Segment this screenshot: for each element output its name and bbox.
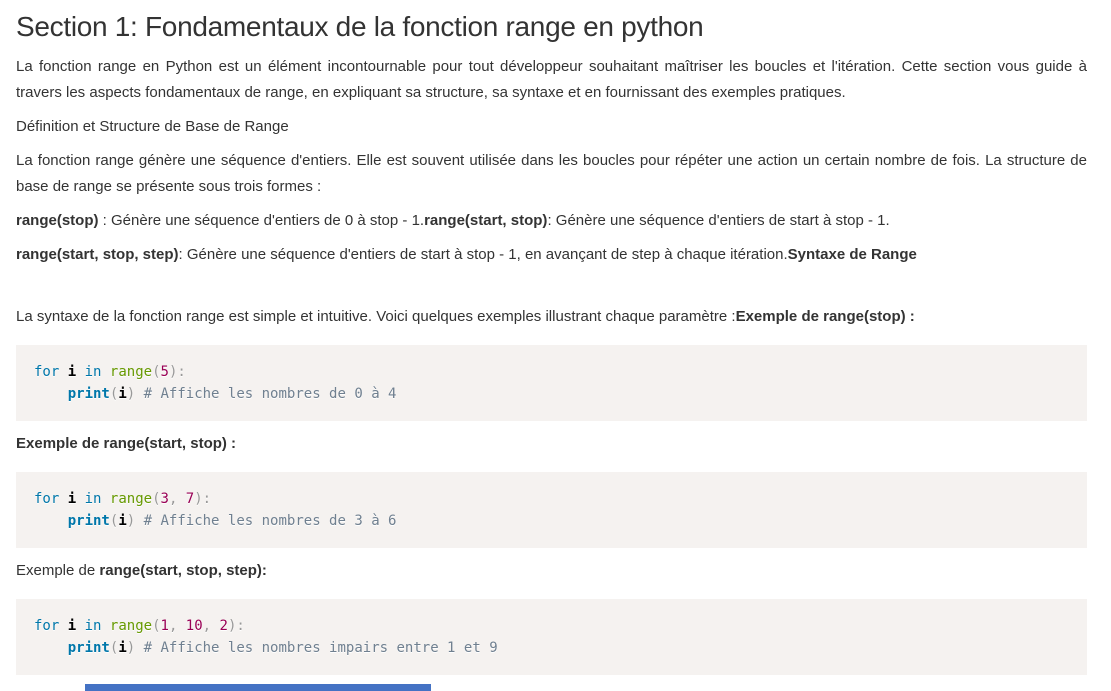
code-block-range-stop [16,345,1087,421]
structure-paragraph: La fonction range génère une séquence d'entiers. Elle est souvent utilisée dans les boucles pour répéter une action un certain nombre de fois. La structure de base de range se présente sous trois formes : [16,152,1087,195]
example-start-stop-heading: Exemple de range(start, stop) : [16,435,237,452]
syntax-intro-paragraph: La syntaxe de la fonction range est simple et intuitive. Voici quelques exemples illustrant chaque paramètre :Exemple de range(stop) : [16,308,915,325]
intro-paragraph: La fonction range en Python est un élément incontournable pour tout développeur souhaitant maîtriser les boucles et l'itération. Cette section vous guide à travers les aspects fondamentaux de range, en expliquant sa structure, sa syntaxe et en fournissant des exemples pratiques. [16,58,1087,101]
code-range-start-stop: for i in range(3, 7): print(i) # Affiche les nombres de 3 à 6 [34,491,397,529]
forms-paragraph-step: range(start, stop, step): Génère une séquence d'entiers de start à stop - 1, en avançant de step à chaque itération.Syntaxe de Range [16,246,917,263]
page-title: Section 1: Fondamentaux de la fonction range en python [16,11,704,42]
definition-heading: Définition et Structure de Base de Range [16,118,289,135]
example-start-stop-step-heading: Exemple de range(start, stop, step): [16,562,267,579]
code-range-start-stop-step: for i in range(1, 10, 2): print(i) # Affiche les nombres impairs entre 1 et 9 [34,618,498,656]
partial-bottom-bar [85,684,431,691]
code-block-range-start-stop [16,472,1087,548]
code-range-stop: for i in range(5): print(i) # Affiche les nombres de 0 à 4 [34,364,397,402]
code-block-range-start-stop-step [16,599,1087,675]
forms-paragraph-stop: range(stop) : Génère une séquence d'entiers de 0 à stop - 1.range(start, stop): Génère une séquence d'entiers de start à stop - 1. [16,212,890,229]
